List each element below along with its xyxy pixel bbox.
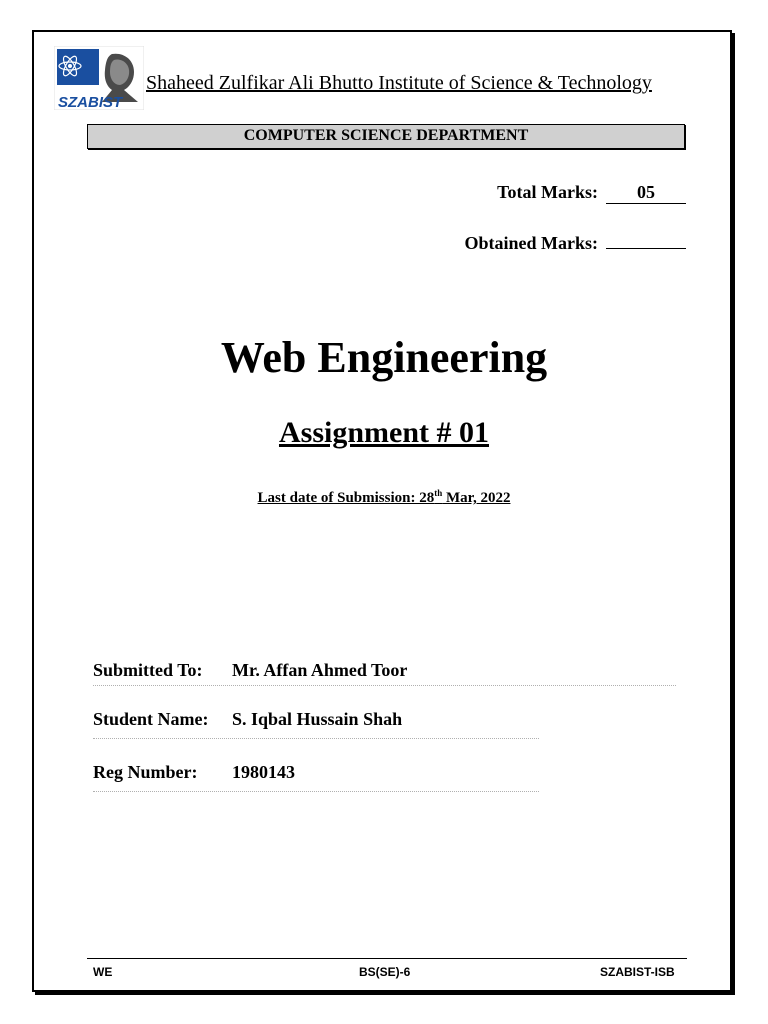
student-name-value: S. Iqbal Hussain Shah — [232, 709, 403, 729]
submitted-to-row — [93, 660, 407, 681]
student-name-line — [93, 738, 539, 739]
obtained-marks-value — [606, 226, 686, 249]
deadline-suffix: Mar, 2022 — [442, 490, 511, 506]
assignment-title: Assignment # 01 — [278, 416, 489, 449]
footer-left: WE — [93, 965, 113, 979]
reg-number-line — [93, 791, 539, 792]
obtained-marks-row — [464, 226, 686, 254]
submitted-to-line — [93, 685, 676, 686]
submitted-to-value: Mr. Affan Ahmed Toor — [232, 660, 408, 680]
svg-text:SZABIST: SZABIST — [58, 94, 123, 110]
submitted-to-label: Submitted To: — [93, 660, 203, 680]
reg-number-row — [93, 762, 295, 783]
szabist-logo — [54, 46, 144, 110]
course-title: Web Engineering — [220, 333, 548, 382]
obtained-marks-label: Obtained Marks: — [464, 233, 598, 253]
student-name-row — [93, 709, 402, 730]
reg-number-value: 1980143 — [232, 762, 295, 782]
total-marks-label: Total Marks: — [497, 182, 598, 202]
deadline-superscript: th — [434, 488, 443, 498]
page-border — [32, 30, 732, 992]
student-name-label: Student Name: — [93, 709, 209, 729]
footer-rule — [87, 958, 687, 959]
total-marks-value: 05 — [606, 181, 686, 204]
department-banner: COMPUTER SCIENCE DEPARTMENT — [87, 124, 685, 149]
total-marks-row — [497, 181, 686, 204]
deadline-prefix: Last date of Submission: 28 — [257, 490, 435, 506]
reg-number-label: Reg Number: — [93, 762, 198, 782]
footer-right: SZABIST-ISB — [600, 965, 675, 979]
institute-name: Shaheed Zulfikar Ali Bhutto Institute of Science & Technology — [146, 72, 652, 94]
footer-center: BS(SE)-6 — [359, 965, 411, 979]
submission-deadline — [0, 488, 768, 507]
